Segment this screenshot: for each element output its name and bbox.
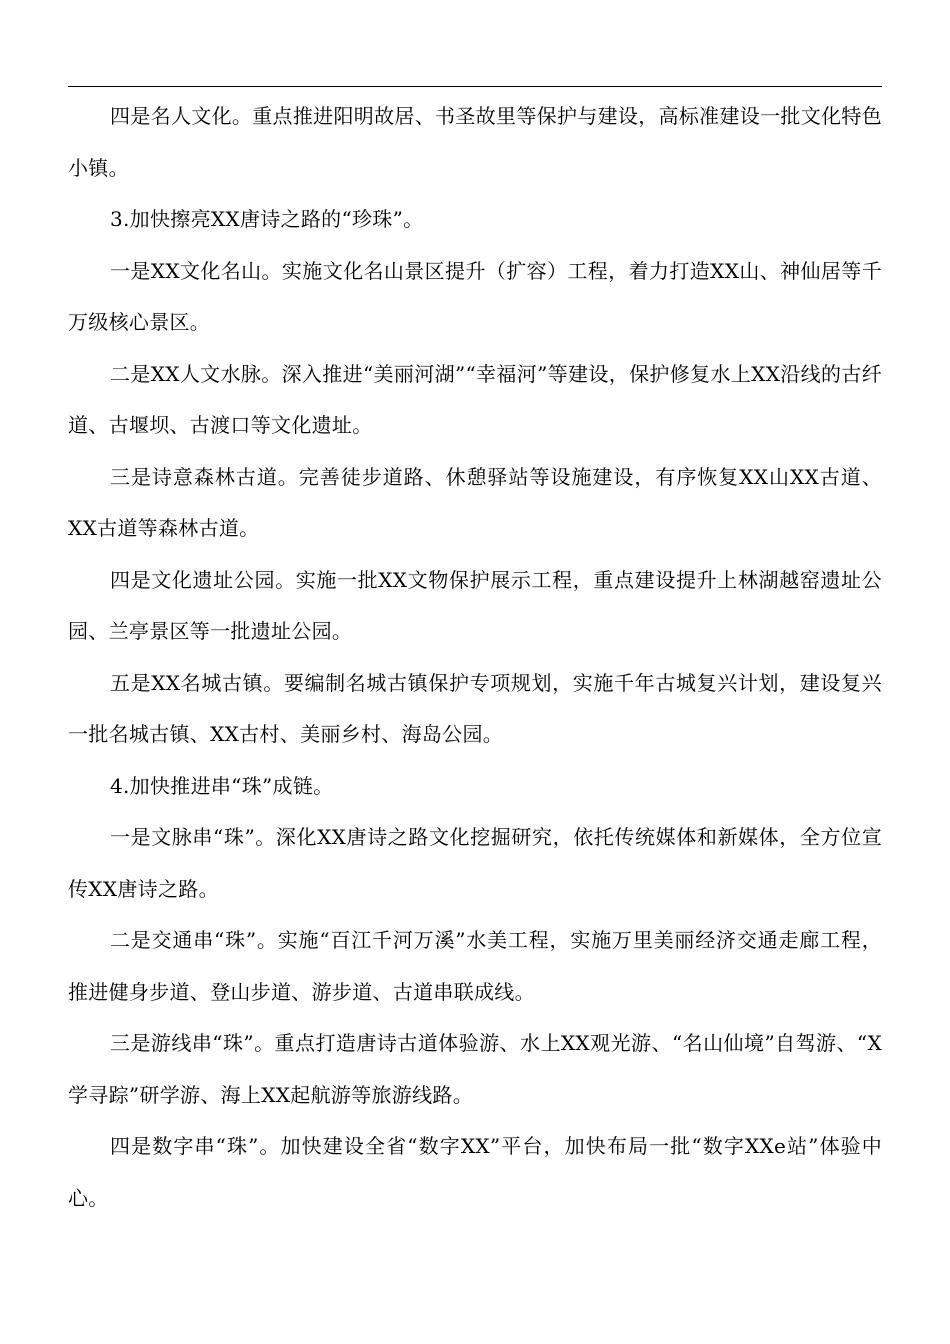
paragraph-tour-routes: 三是游线串“珠”。重点打造唐诗古道体验游、水上XX观光游、“名山仙境”自驾游、“X学寻踪”研学游、海上XX起航游等旅游线路。 <box>68 1031 882 1107</box>
paragraph-transport-string: 二是交通串“珠”。实施“百江千河万溪”水美工程，实施万里美丽经济交通走廊工程，推进健身步道、登山步道、游步道、古道串联成线。 <box>68 928 882 1004</box>
paragraph-historic-towns: 五是XX名城古镇。要编制名城古镇保护专项规划，实施千年古城复兴计划，建设复兴一批名城古镇、XX古村、美丽乡村、海岛公园。 <box>68 670 882 746</box>
paragraph-celebrity-culture: 四是名人文化。重点推进阳明故居、书圣故里等保护与建设，高标准建设一批文化特色小镇。 <box>68 104 882 180</box>
paragraph-forest-trails: 三是诗意森林古道。完善徒步道路、休憩驿站等设施建设，有序恢复XX山XX古道、XX古道等森林古道。 <box>68 464 882 540</box>
paragraph-cultural-string: 一是文脉串“珠”。深化XX唐诗之路文化挖掘研究，依托传统媒体和新媒体，全方位宣传XX唐诗之路。 <box>68 825 882 901</box>
heading-string-pearls: 4.加快推进串“珠”成链。 <box>110 773 334 798</box>
paragraph-cultural-mountains: 一是XX文化名山。实施文化名山景区提升（扩容）工程，着力打造XX山、神仙居等千万级核心景区。 <box>68 258 882 334</box>
header-rule <box>68 86 882 87</box>
paragraph-heritage-parks: 四是文化遗址公园。实施一批XX文物保护展示工程，重点建设提升上林湖越窑遗址公园、兰亭景区等一批遗址公园。 <box>68 567 882 643</box>
document-body <box>68 91 882 1224</box>
paragraph-waterways: 二是XX人文水脉。深入推进“美丽河湖”“幸福河”等建设，保护修复水上XX沿线的古纤道、古堰坝、古渡口等文化遗址。 <box>68 361 882 437</box>
heading-polish-pearls: 3.加快擦亮XX唐诗之路的“珍珠”。 <box>110 207 424 231</box>
paragraph-digital-string: 四是数字串“珠”。加快建设全省“数字XX”平台，加快布局一批“数字XXe站”体验中心。 <box>68 1134 882 1210</box>
